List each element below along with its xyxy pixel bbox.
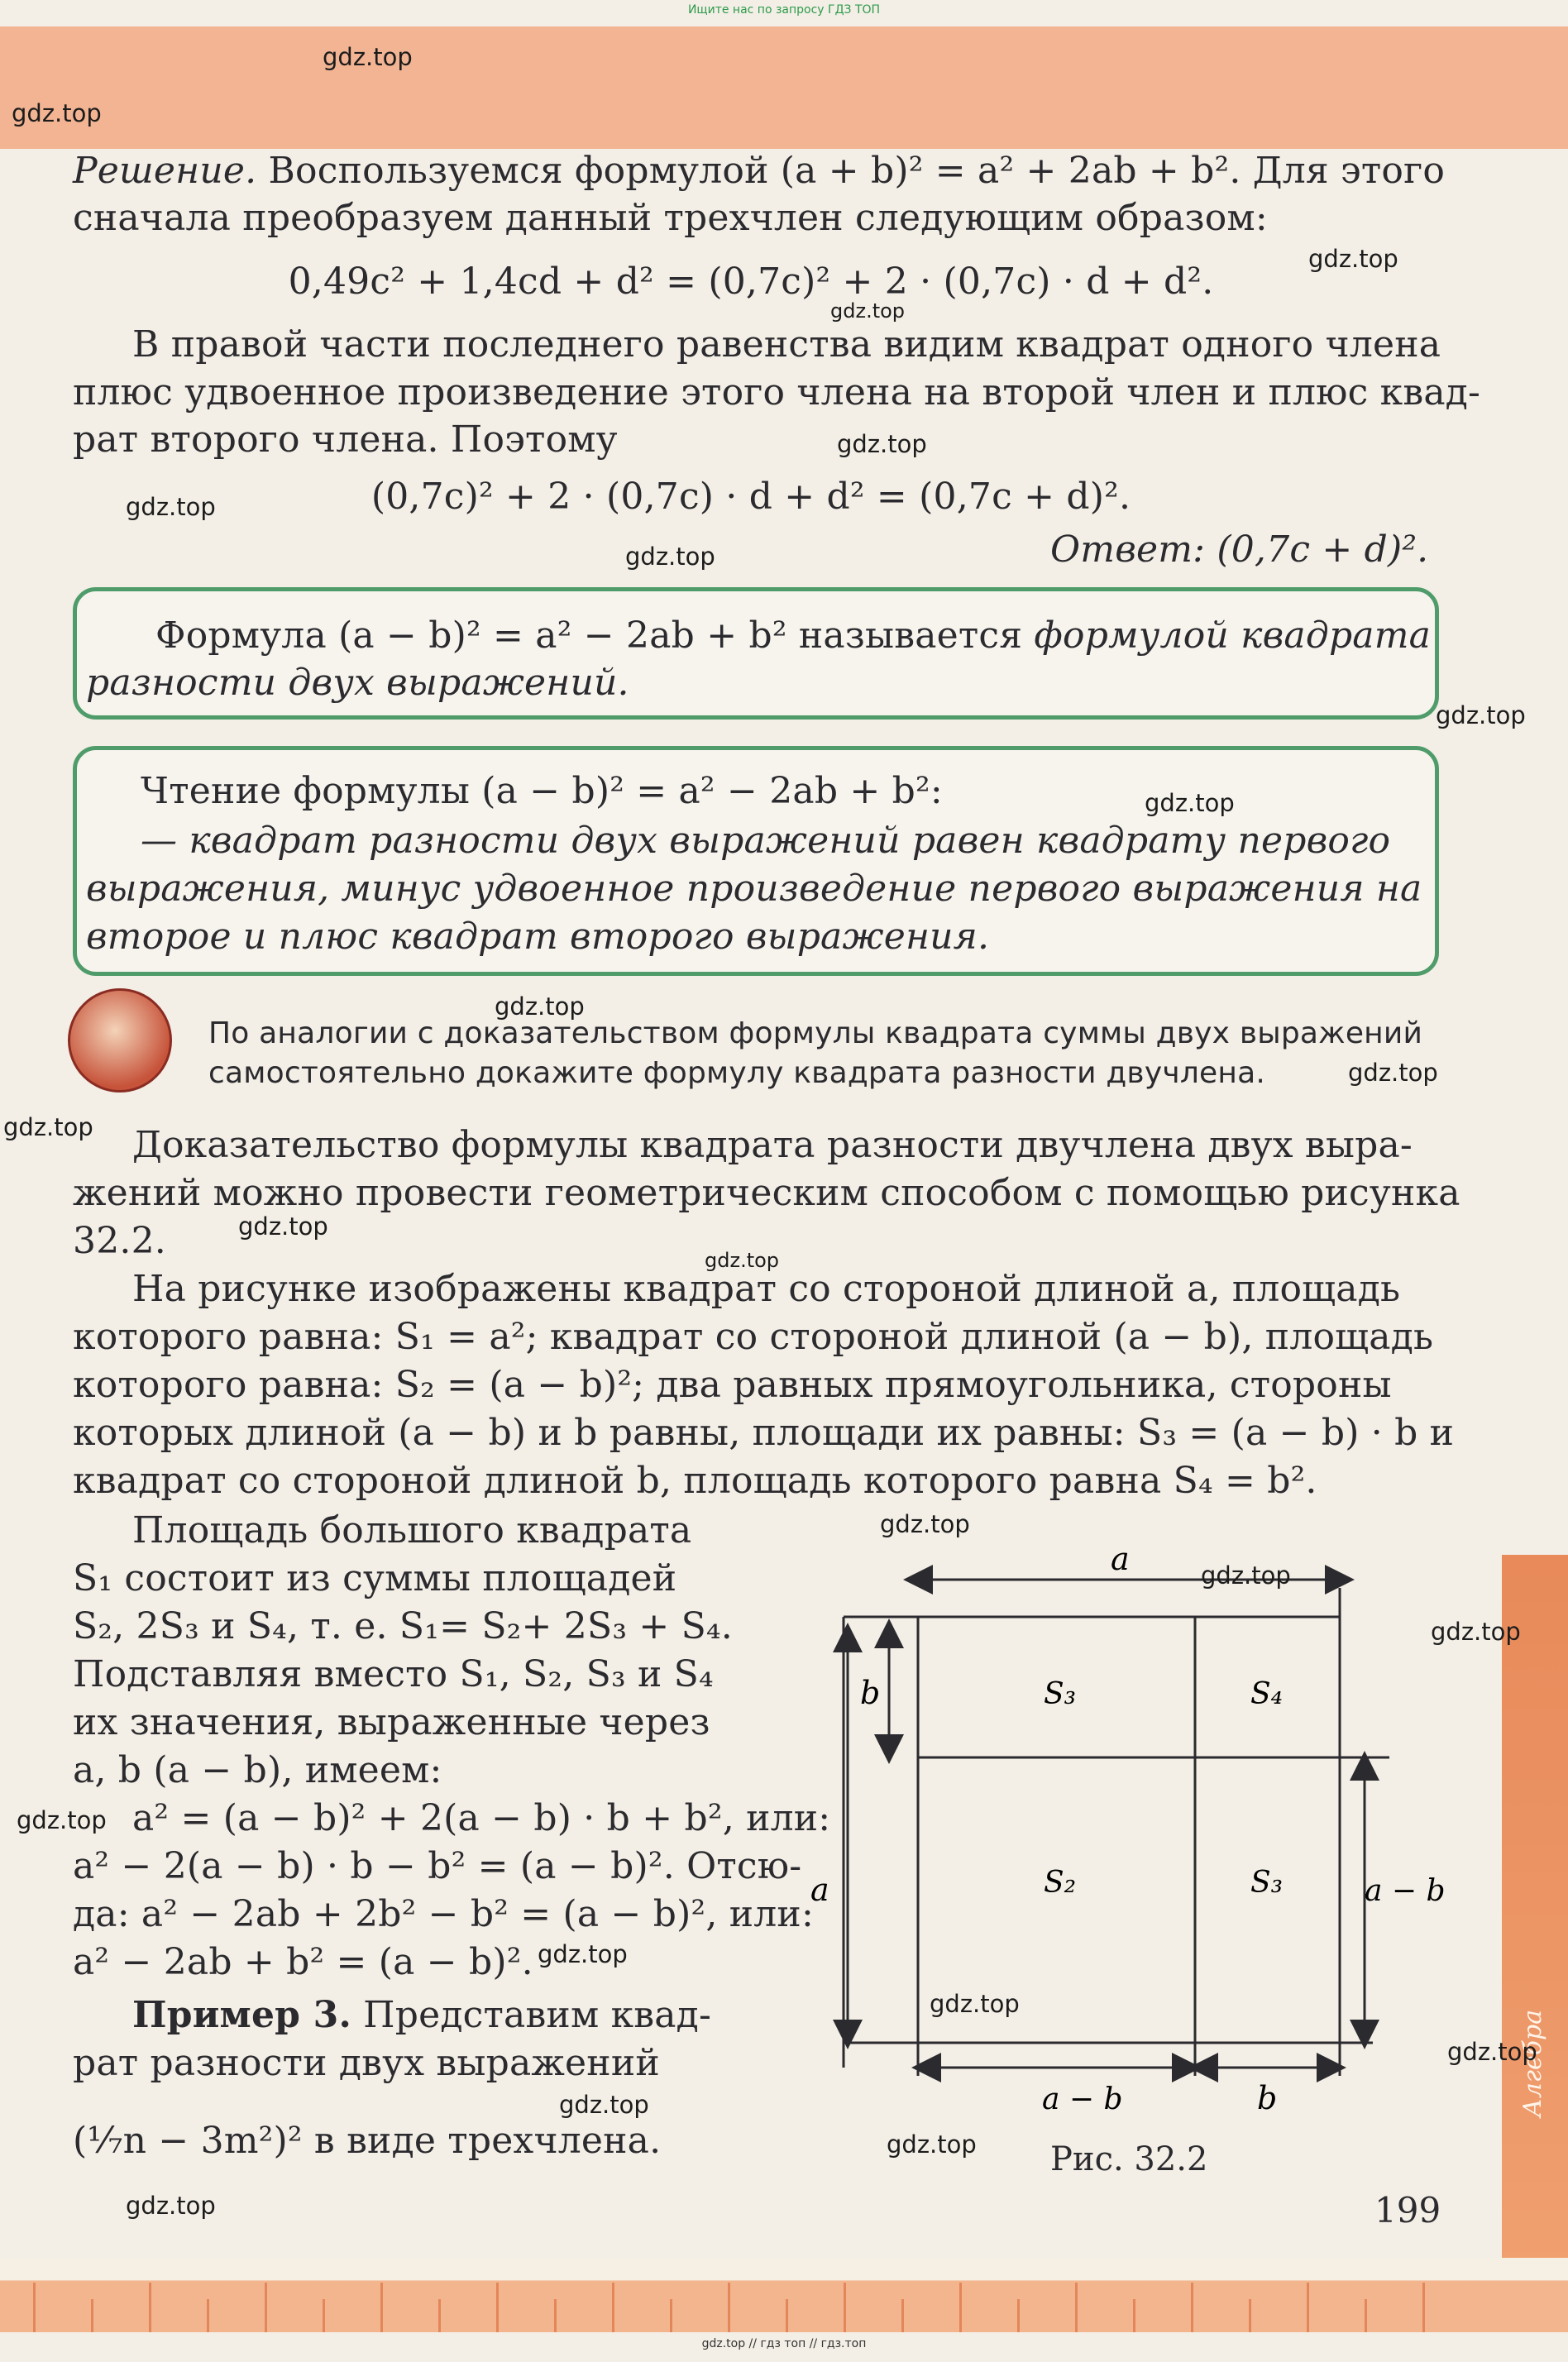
watermark: gdz.top: [126, 2192, 216, 2220]
col-line-6: a, b (a − b), имеем:: [73, 1749, 442, 1791]
header-band: [0, 26, 1568, 149]
watermark: gdz.top: [705, 1249, 780, 1272]
definition-text: Формула (a − b)² = a² − 2ab + b² называется: [155, 614, 1035, 657]
col-line-4: Подставляя вместо S₁, S₂, S₃ и S₄: [73, 1653, 714, 1695]
figure-caption: Рис. 32.2: [1050, 2140, 1208, 2178]
reading-line-1: Чтение формулы (a − b)² = a² − 2ab + b²:: [141, 770, 943, 812]
task-line-2: самостоятельно докажите формулу квадрата разности двучлена.: [208, 1056, 1266, 1090]
col-line-5: их значения, выраженные через: [73, 1701, 710, 1743]
watermark: gdz.top: [323, 43, 413, 71]
col-line-3: S₂, 2S₃ и S₄, т. е. S₁= S₂+ 2S₃ + S₄.: [73, 1605, 733, 1647]
footer-note: gdz.top // гдз топ // гдз.топ: [701, 2337, 867, 2350]
col-line-8: a² − 2(a − b) · b − b² = (a − b)². Отсю-: [73, 1845, 802, 1887]
example-text: Представим квад-: [351, 1994, 712, 2036]
body-line-4: На рисунке изображены квадрат со стороной длиной a, площадь: [132, 1268, 1401, 1310]
watermark: gdz.top: [930, 1990, 1020, 2018]
body-line-8: квадрат со стороной длиной b, площадь которого равна S₄ = b².: [73, 1460, 1317, 1502]
watermark: gdz.top: [1447, 2038, 1537, 2066]
col-line-7: a² = (a − b)² + 2(a − b) · b + b², или:: [132, 1797, 831, 1839]
col-line-10: a² − 2ab + b² = (a − b)².: [73, 1941, 533, 1983]
col-line-2: S₁ состоит из суммы площадей: [73, 1557, 677, 1599]
example-line-2: рат разности двух выражений: [73, 2042, 660, 2084]
label-b-left: b: [860, 1675, 881, 1711]
col-line-9: да: a² − 2ab + 2b² − b² = (a − b)², или:: [73, 1893, 814, 1935]
label-amb-right: a − b: [1365, 1874, 1446, 1908]
reading-line-4: второе и плюс квадрат второго выражения.: [86, 916, 990, 958]
watermark: gdz.top: [12, 99, 102, 127]
label-s4: S₄: [1250, 1677, 1284, 1711]
side-label: Алгебра: [1518, 2009, 1547, 2117]
watermark: gdz.top: [1201, 1561, 1291, 1590]
label-s3-bottom: S₃: [1250, 1866, 1284, 1900]
body-line-6: которого равна: S₂ = (a − b)²; два равных прямоугольника, стороны: [73, 1364, 1392, 1406]
answer: Ответ: (0,7c + d)².: [1050, 528, 1429, 571]
watermark: gdz.top: [1308, 245, 1398, 273]
watermark: gdz.top: [1348, 1059, 1438, 1087]
watermark: gdz.top: [495, 992, 585, 1021]
definition-term: формулой квадрата: [1034, 614, 1432, 657]
solution-line-1-text: Воспользуемся формулой (a + b)² = a² + 2ab + b². Для этого: [256, 150, 1446, 192]
body-line-3: 32.2.: [73, 1220, 166, 1262]
solution-line-4: плюс удвоенное произведение этого члена на второй член и плюс квад-: [73, 371, 1481, 414]
watermark: gdz.top: [830, 299, 906, 323]
header-note: Ищите нас по запросу ГДЗ ТОП: [687, 3, 881, 17]
reading-line-2: — квадрат разности двух выражений равен квадрату первого: [141, 820, 1391, 862]
watermark: gdz.top: [126, 493, 216, 521]
solution-label: Решение.: [73, 150, 257, 192]
formula-1: 0,49c² + 1,4cd + d² = (0,7c)² + 2 · (0,7c) · d + d².: [288, 261, 1214, 303]
side-band: [1502, 1555, 1568, 2299]
watermark: gdz.top: [3, 1113, 93, 1141]
watermark: gdz.top: [1436, 701, 1526, 729]
definition-line-2: разности двух выражений.: [86, 662, 629, 704]
watermark: gdz.top: [1431, 1618, 1521, 1646]
formula-2: (0,7c)² + 2 · (0,7c) · d + d² = (0,7c + d)².: [370, 476, 1131, 518]
pen-icon: [68, 988, 172, 1093]
reading-line-3: выражения, минус удвоенное произведение первого выражения на: [86, 868, 1422, 910]
watermark: gdz.top: [238, 1212, 328, 1241]
task-line-1: По аналогии с доказательством формулы квадрата суммы двух выражений: [208, 1016, 1423, 1050]
example-label: Пример 3.: [132, 1994, 351, 2036]
solution-line-2: сначала преобразуем данный трехчлен следующим образом:: [73, 197, 1268, 239]
watermark: gdz.top: [625, 543, 715, 571]
col-line-1: Площадь большого квадрата: [132, 1509, 692, 1552]
watermark: gdz.top: [538, 1940, 628, 1968]
example-line-1: [132, 1991, 711, 2039]
label-amb-bottom: a − b: [1042, 2082, 1123, 2116]
solution-line-1: [73, 147, 1445, 194]
label-s2: S₂: [1044, 1866, 1077, 1900]
body-line-2: жений можно провести геометрическим способом с помощью рисунка: [73, 1172, 1460, 1214]
label-s3-top: S₃: [1044, 1677, 1077, 1711]
label-a-left: a: [810, 1872, 829, 1908]
body-line-1: Доказательство формулы квадрата разности двучлена двух выра-: [132, 1124, 1413, 1166]
label-b-bottom: b: [1257, 2080, 1278, 2116]
watermark: gdz.top: [880, 1510, 970, 1538]
body-line-5: которого равна: S₁ = a²; квадрат со стороной длиной (a − b), площадь: [73, 1316, 1434, 1358]
watermark: gdz.top: [837, 430, 927, 458]
watermark: gdz.top: [887, 2130, 977, 2159]
example-line-3: (¹⁄₇n − 3m²)² в виде трехчлена.: [73, 2120, 662, 2162]
solution-line-3: В правой части последнего равенства видим квадрат одного члена: [132, 323, 1441, 366]
watermark: gdz.top: [17, 1806, 107, 1834]
page-number: 199: [1374, 2190, 1441, 2231]
definition-line-1: [155, 612, 1431, 659]
watermark: gdz.top: [1145, 789, 1235, 817]
label-a-top: a: [1111, 1541, 1130, 1577]
figure-32-2: [794, 1538, 1446, 2134]
body-line-7: которых длиной (a − b) и b равны, площади их равны: S₃ = (a − b) · b и: [73, 1412, 1455, 1454]
watermark: gdz.top: [559, 2091, 649, 2119]
solution-line-5: рат второго члена. Поэтому: [73, 418, 618, 461]
ruler-footer: [0, 2258, 1568, 2332]
